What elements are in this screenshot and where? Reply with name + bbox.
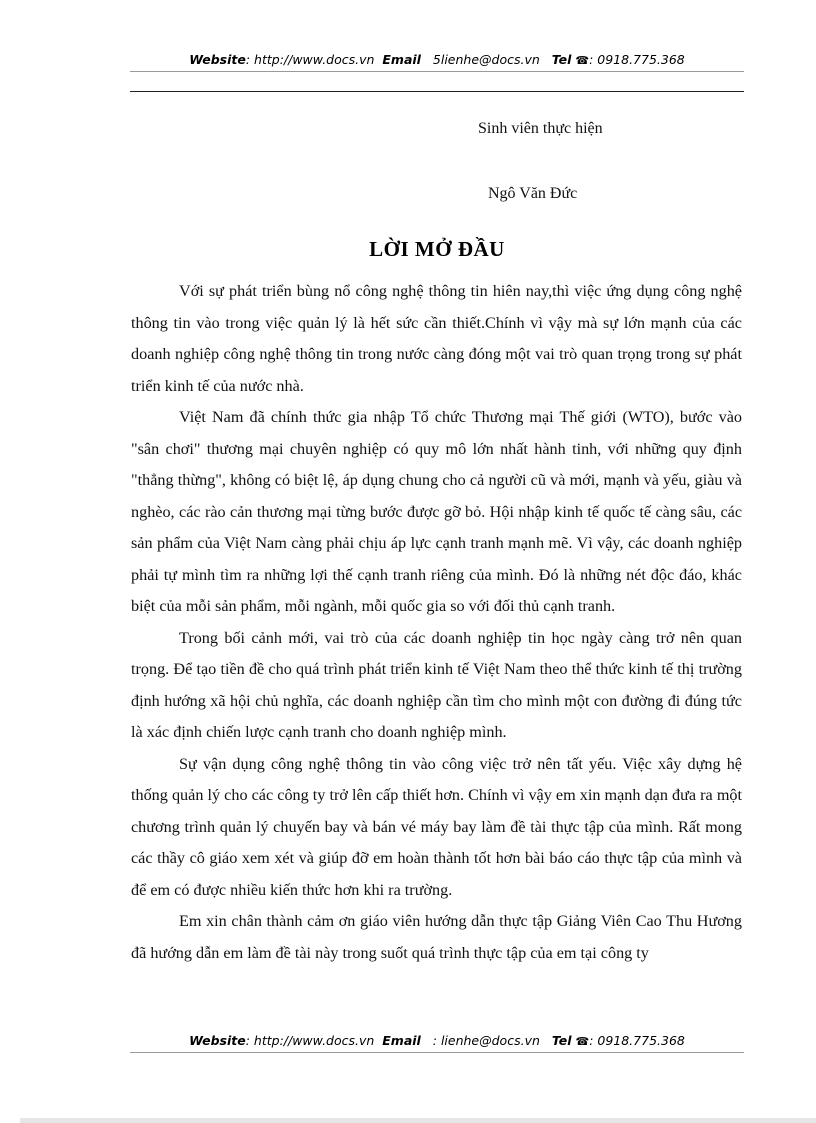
header-tel-label: Tel — [551, 52, 572, 67]
header-email-label: Email — [382, 52, 421, 67]
footer-email-label: Email — [382, 1033, 421, 1048]
header-website-label: Website — [189, 52, 246, 67]
body-text — [131, 276, 742, 969]
page-bottom-edge — [20, 1118, 816, 1123]
footer-email-value: : lienhe@docs.vn — [432, 1033, 540, 1048]
paragraph: Trong bối cảnh mới, vai trò của các doanh nghiệp tin học ngày càng trở nên quan trọng. Để tạo tiền đề cho quá trình phát triển kinh tế Việt Nam theo thể thức kinh tế thị trường định hướng xã hội chủ nghĩa, các doanh nghiệp cần tìm cho mình một con đường đi đúng tức là xác định chiến lược cạnh tranh cho doanh nghiệp mình. — [131, 628, 742, 741]
header-website-url: : http://www.docs.vn — [245, 52, 375, 67]
paragraph: Với sự phát triển bùng nổ công nghệ thông tin hiên nay,thì việc ứng dụng công nghệ thông tin vào trong việc quản lý là hết sức cần thiết.Chính vì vậy mà sự lớn mạnh của các doanh nghiệp công nghệ thông tin trong nước càng đóng một vai trò quan trọng trong sự phát triển kinh tế của nước nhà. — [131, 282, 742, 395]
paragraph: Sự vận dụng công nghệ thông tin vào công việc trở nên tất yếu. Việc xây dựng hệ thống quản lý cho các công ty trở lên cấp thiết hơn. Chính vì vậy em xin mạnh dạn đưa ra một chương trình quản lý chuyến bay và bán vé máy bay làm đề tài thực tập của mình. Rất mong các thầy cô giáo xem xét và giúp đỡ em hoàn thành tốt hơn bài báo cáo thực tập của mình và để em có được nhiều kiến thức hơn khi ra trường. — [131, 754, 742, 899]
phone-icon: ☎ — [575, 54, 590, 67]
page-footer — [130, 1033, 744, 1048]
page-header — [130, 52, 744, 67]
footer-website-url: : http://www.docs.vn — [245, 1033, 375, 1048]
paragraph: Việt Nam đã chính thức gia nhập Tổ chức Thương mại Thế giới (WTO), bước vào "sân chơi" thương mại chuyên nghiệp có quy mô lớn nhất hành tinh, với những quy định "thẳng thừng", không có biệt lệ, áp dụng chung cho cả người cũ và mới, mạnh và yếu, giàu và nghèo, các rào cản thương mại từng bước được gỡ bỏ. Hội nhập kinh tế quốc tế càng sâu, các sản phẩm của Việt Nam càng phải chịu áp lực cạnh tranh mạnh mẽ. Vì vậy, các doanh nghiệp phải tự mình tìm ra những lợi thế cạnh tranh riêng của mình. Đó là những nét độc đáo, khác biệt của mỗi sản phẩm, mỗi ngành, mỗi quốc gia so với đối thủ cạnh tranh. — [131, 408, 742, 615]
paragraph: Em xin chân thành cảm ơn giáo viên hướng dẫn thực tập Giảng Viên Cao Thu Hương đã hướng dẫn em làm đề tài này trong suốt quá trình thực tập của em tại công ty — [131, 912, 742, 962]
footer-tel-label: Tel — [551, 1033, 572, 1048]
phone-icon: ☎ — [575, 1035, 590, 1048]
footer-website-label: Website — [189, 1033, 246, 1048]
header-divider-top — [130, 71, 744, 72]
signature-role: Sinh viên thực hiện — [478, 120, 603, 137]
signature-name: Ngô Văn Đức — [488, 185, 578, 202]
footer-divider — [130, 1052, 744, 1053]
header-tel-value: : 0918.775.368 — [589, 52, 685, 67]
header-divider-bottom — [130, 91, 744, 92]
page-title: LỜI MỞ ĐẦU — [369, 237, 505, 261]
footer-tel-value: : 0918.775.368 — [589, 1033, 685, 1048]
header-email-value: 5lienhe@docs.vn — [432, 52, 540, 67]
